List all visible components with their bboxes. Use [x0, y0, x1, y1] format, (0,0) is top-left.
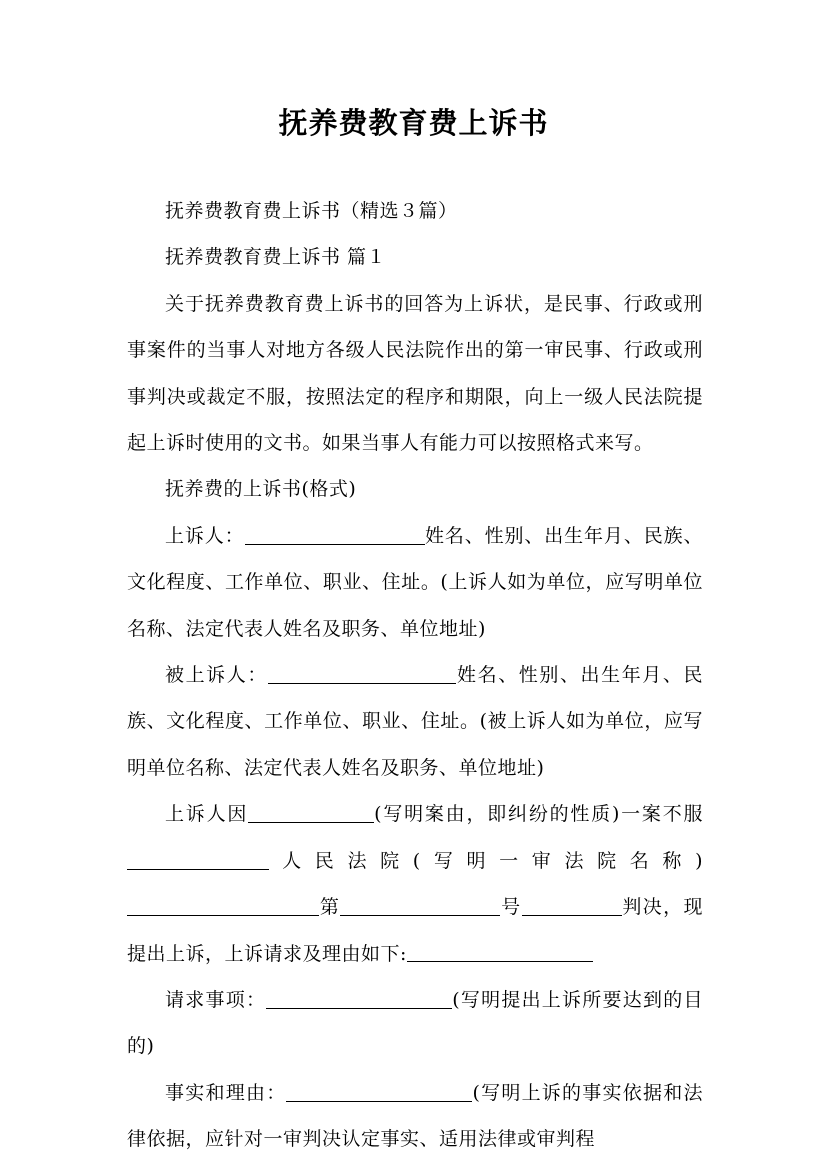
pan-text: 判 [621, 896, 643, 919]
subtitle [127, 188, 703, 234]
hao-text: 号 [500, 896, 522, 919]
appellee-paragraph [127, 652, 703, 791]
reason-blank [407, 942, 593, 962]
appellee-description: 姓名、性别、出生年月、民族、文化程度、工作单位、职业、住址。(被上诉人如为单位，应写明单位名称、法定代表人姓名及职务、单位地址) [127, 664, 703, 779]
case-number-blank [522, 896, 622, 916]
cause-prefix: 上诉人因 [165, 803, 249, 826]
request-blank [266, 989, 452, 1009]
appellant-label: 上诉人： [165, 524, 245, 547]
format-heading-text: 抚养费的上诉书(格式) [165, 478, 357, 501]
request-label: 请求事项： [165, 988, 267, 1011]
intro-paragraph: 关于抚养费教育费上诉书的回答为上诉状，是民事、行政或刑事案件的当事人对地方各级人民法院作出的第一审民事、行政或刑事判决或裁定不服，按照法定的程序和期限，向上一级人民法院提起上诉时使用的文书。如果当事人有能力可以按照格式来写。 [127, 292, 703, 455]
court-blank [127, 850, 269, 870]
subtitle-text: 抚养费教育费上诉书（精选３篇） [165, 200, 458, 222]
case-year-blank [340, 896, 500, 916]
appellee-label: 被上诉人： [165, 664, 268, 687]
appellee-blank [268, 664, 456, 684]
facts-label: 事实和理由： [165, 1081, 287, 1104]
cause-paragraph [127, 791, 703, 977]
appellant-description: 姓名、性别、出生年月、民族、文化程度、工作单位、职业、住址。(上诉人如为单位，应写明单位名称、法定代表人姓名及职务、单位地址) [127, 524, 703, 640]
appellant-blank [245, 525, 425, 545]
court-text: 人民法院(写明一审法院名称) [269, 849, 703, 872]
facts-description: (写明上诉的事实依据和法律依据，应针对一审判决认定事实、适用法律或审判程 [127, 1081, 703, 1151]
cause-end: 决，现提出上诉，上诉请求及理由如下: [127, 896, 703, 965]
document-body [127, 188, 703, 1163]
di-text: 第 [319, 896, 341, 919]
section-heading-text: 抚养费教育费上诉书 篇１ [165, 246, 387, 269]
appellant-paragraph [127, 513, 703, 652]
facts-paragraph [127, 1070, 703, 1163]
section-heading [127, 234, 703, 280]
cause-middle: (写明案由，即纠纷的性质)一案不服 [374, 803, 703, 826]
format-heading [127, 466, 703, 512]
case-cause-blank [248, 803, 374, 823]
court-name-blank [127, 896, 319, 916]
request-description: (写明提出上诉所要达到的目的) [127, 988, 703, 1058]
facts-blank [286, 1082, 472, 1102]
document-title: 抚养费教育费上诉书 [278, 106, 549, 140]
request-paragraph [127, 977, 703, 1070]
